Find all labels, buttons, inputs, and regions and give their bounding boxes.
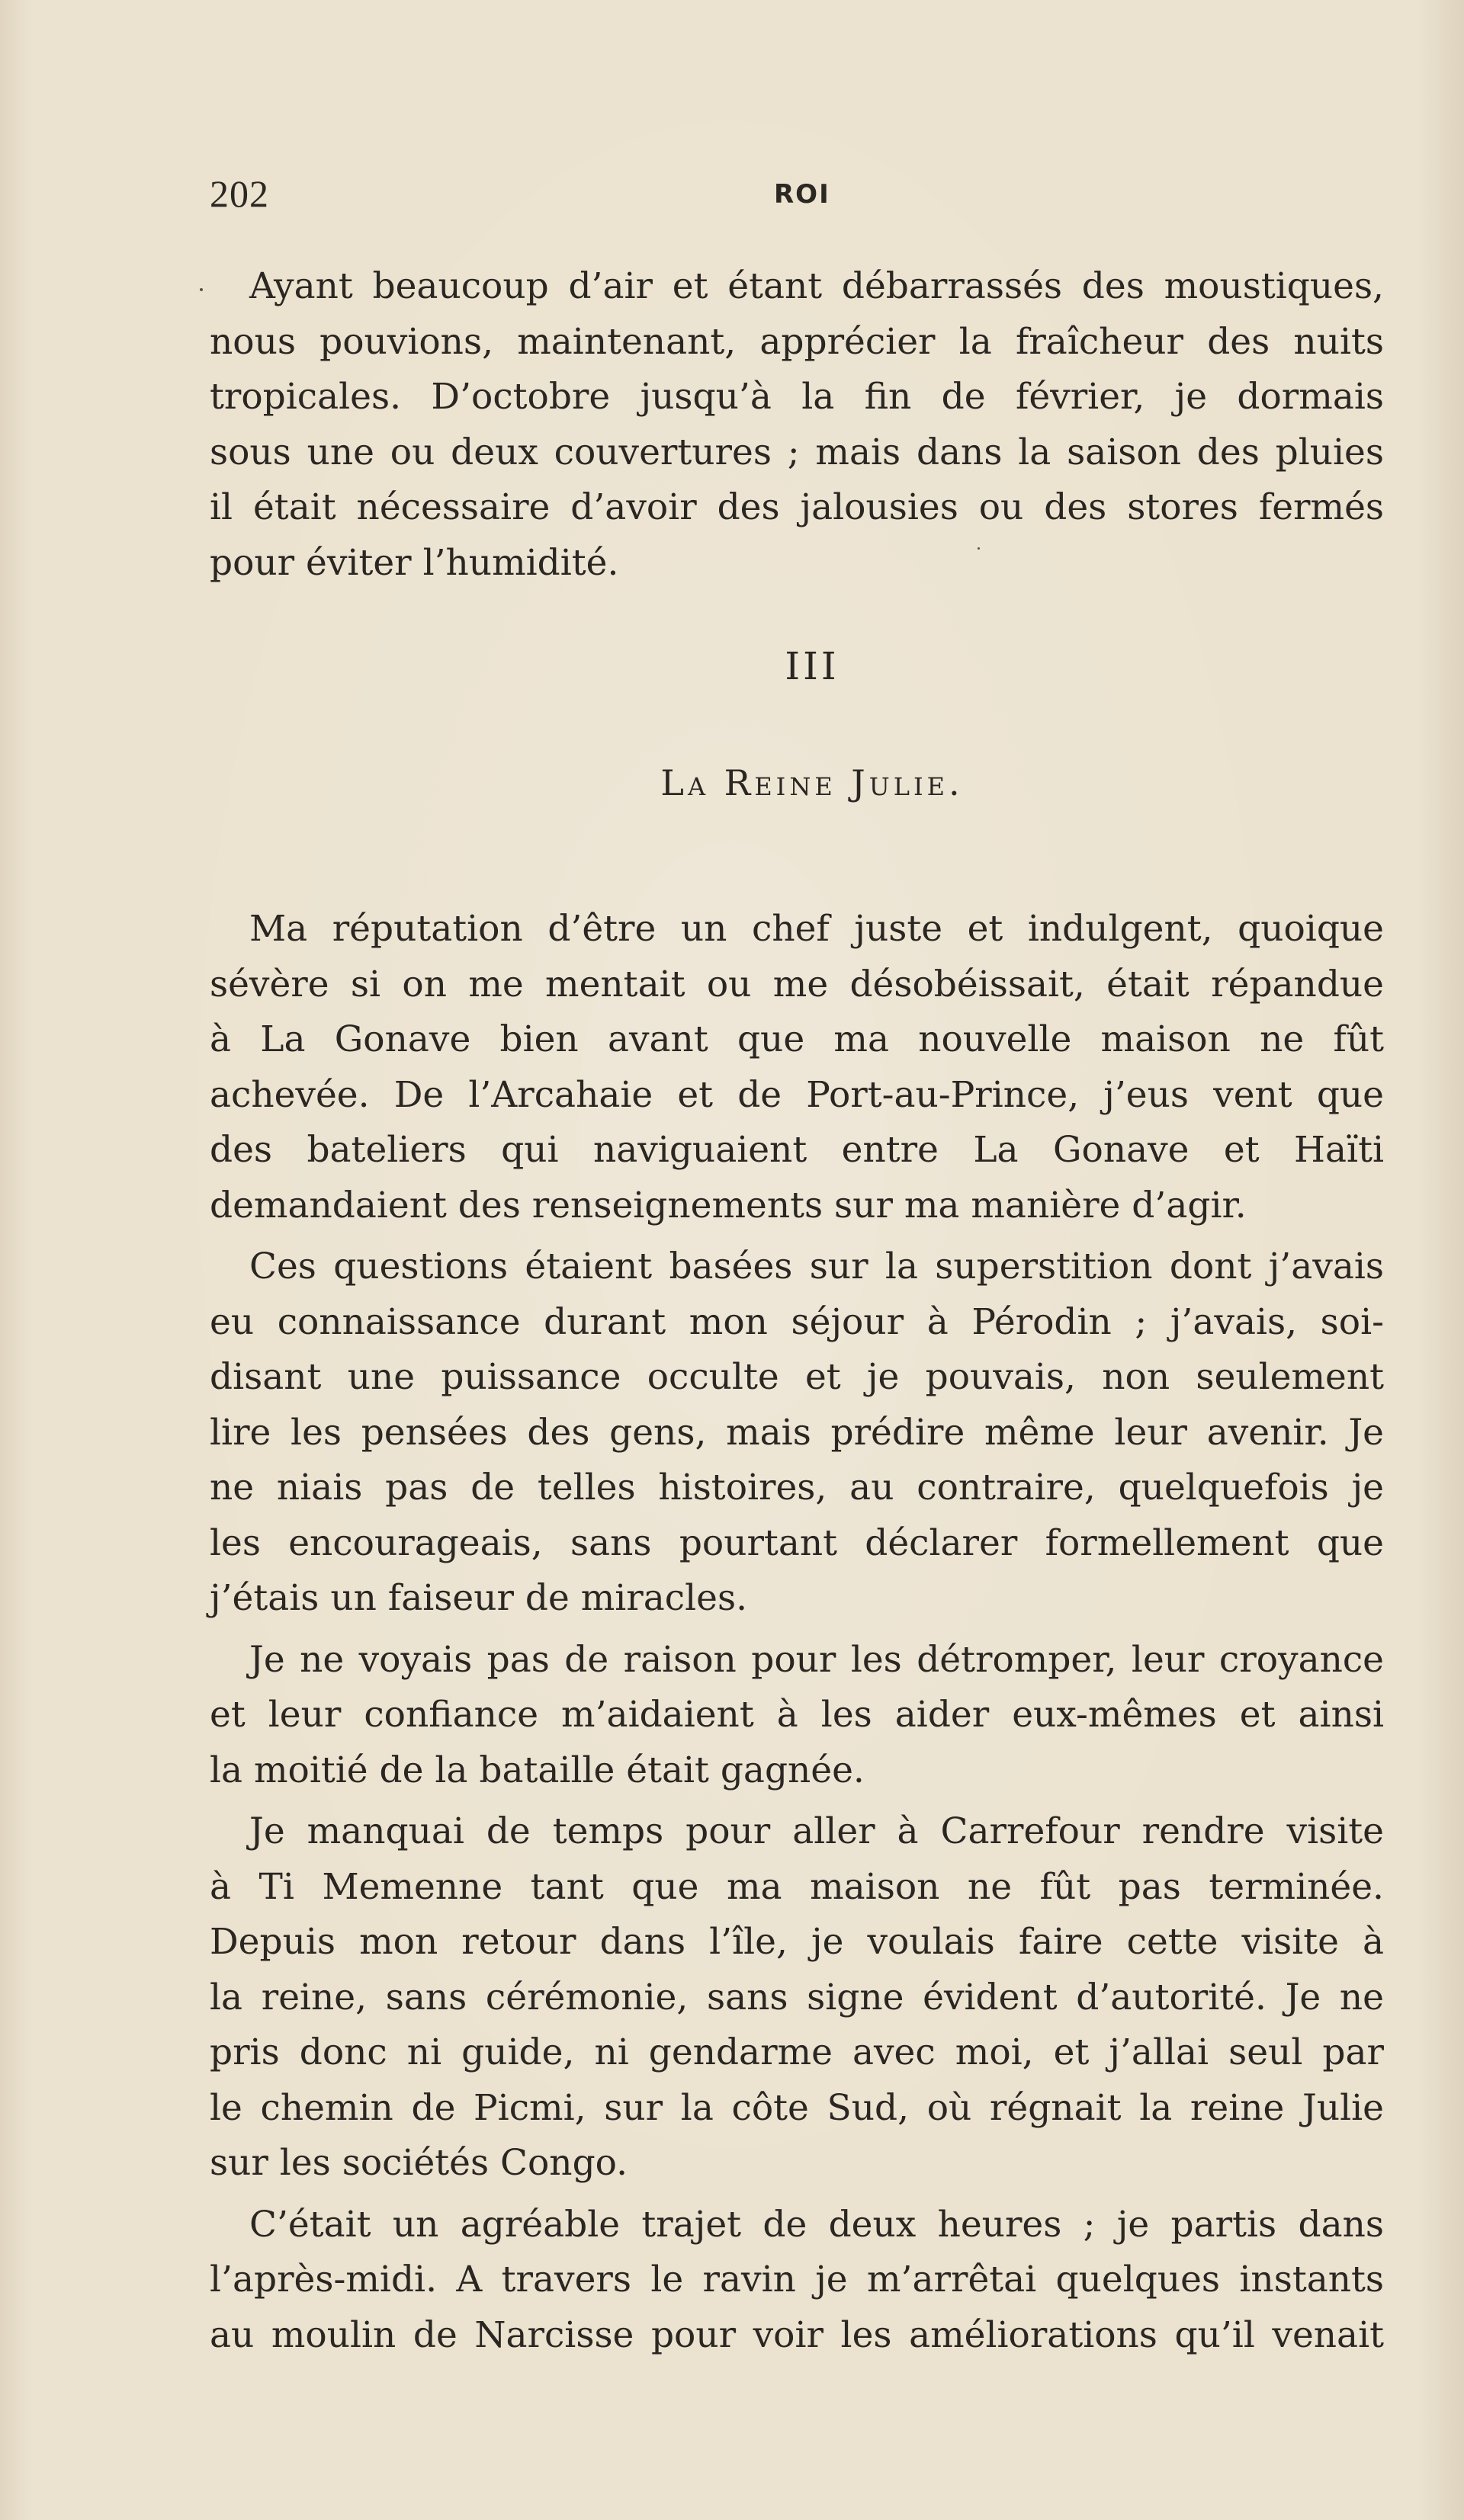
text-line: Ayant beaucoup d’air et étant débarrassés des moustiques, (249, 265, 1384, 307)
text-line: Ces questions étaient basées sur la superstition dont j’avais (249, 1246, 1384, 1287)
running-title: ROI (774, 179, 830, 210)
text-line: sur les sociétés Congo. (210, 2142, 628, 2184)
text-line: Ma réputation d’être un chef juste et indulgent, quoique (249, 908, 1384, 950)
text-line: Depuis mon retour dans l’île, je voulais faire cette visite à (210, 1921, 1384, 1963)
running-head (210, 172, 1384, 225)
paragraph (210, 2198, 1384, 2364)
text-line: les encourageais, sans pourtant déclarer formellement que (210, 1521, 1384, 1564)
section-number: III (785, 644, 840, 688)
text-line: eu connaissance durant mon séjour à Pérodin ; j’avais, soi- (210, 1300, 1384, 1343)
text-line: pris donc ni guide, ni gendarme avec moi, et j’allai seul par (210, 2031, 1384, 2073)
text-line: pour éviter l’humidité. (210, 541, 619, 584)
paper-speck (200, 288, 203, 291)
text-line: la reine, sans cérémonie, sans signe évident d’autorité. Je ne (210, 1976, 1384, 2018)
text-line: et leur confiance m’aidaient à les aider eux-mêmes et ainsi (210, 1694, 1384, 1736)
text-line: ne niais pas de telles histoires, au contraire, quelquefois je (210, 1467, 1384, 1508)
text-line: Je manquai de temps pour aller à Carrefour rendre visite (249, 1810, 1384, 1852)
text-line: la moitié de la bataille était gagnée. (210, 1749, 865, 1791)
text-line: sous une ou deux couvertures ; mais dans la saison des pluies (210, 431, 1384, 473)
text-line: le chemin de Picmi, sur la côte Sud, où régnait la reine Julie (210, 2086, 1384, 2129)
text-line: tropicales. D’octobre jusqu’à la fin de février, je dormais (210, 376, 1384, 418)
text-line: disant une puissance occulte et je pouvais, non seulement (210, 1356, 1384, 1398)
paragraph (210, 1239, 1384, 1627)
text-line: à La Gonave bien avant que ma nouvelle maison ne fût (210, 1018, 1384, 1060)
text-line: achevée. De l’Arcahaie et de Port-au-Prince, j’eus vent que (210, 1073, 1384, 1116)
text-line: il était nécessaire d’avoir des jalousies ou des stores fermés (210, 486, 1384, 528)
page-number: 202 (210, 172, 269, 215)
paragraph (210, 1804, 1384, 2191)
chapter-text (210, 902, 1384, 2363)
text-line: au moulin de Narcisse pour voir les améliorations qu’il venait (210, 2313, 1384, 2356)
opening-text (210, 259, 1384, 591)
section-title: La Reine Julie. (660, 762, 964, 803)
paragraph (210, 259, 1384, 591)
paper-speck (978, 547, 980, 550)
paragraph (210, 902, 1384, 1233)
text-line: C’était un agréable trajet de deux heures ; je partis dans (249, 2203, 1384, 2246)
text-line: Je ne voyais pas de raison pour les détromper, leur croyance (249, 1638, 1384, 1681)
text-line: des bateliers qui naviguaient entre La Gonave et Haïti (210, 1129, 1384, 1171)
text-line: lire les pensées des gens, mais prédire même leur avenir. Je (210, 1411, 1384, 1454)
text-line: demandaient des renseignements sur ma manière d’agir. (210, 1184, 1247, 1226)
text-line: à Ti Memenne tant que ma maison ne fût pas terminée. (210, 1865, 1384, 1908)
text-line: nous pouvions, maintenant, apprécier la fraîcheur des nuits (210, 320, 1384, 363)
text-line: j’étais un faiseur de miracles. (210, 1577, 748, 1619)
text-line: l’après-midi. A travers le ravin je m’arrêtai quelques instants (210, 2259, 1384, 2300)
text-line: sévère si on me mentait ou me désobéissait, était répandue (210, 963, 1384, 1005)
paragraph (210, 1633, 1384, 1799)
